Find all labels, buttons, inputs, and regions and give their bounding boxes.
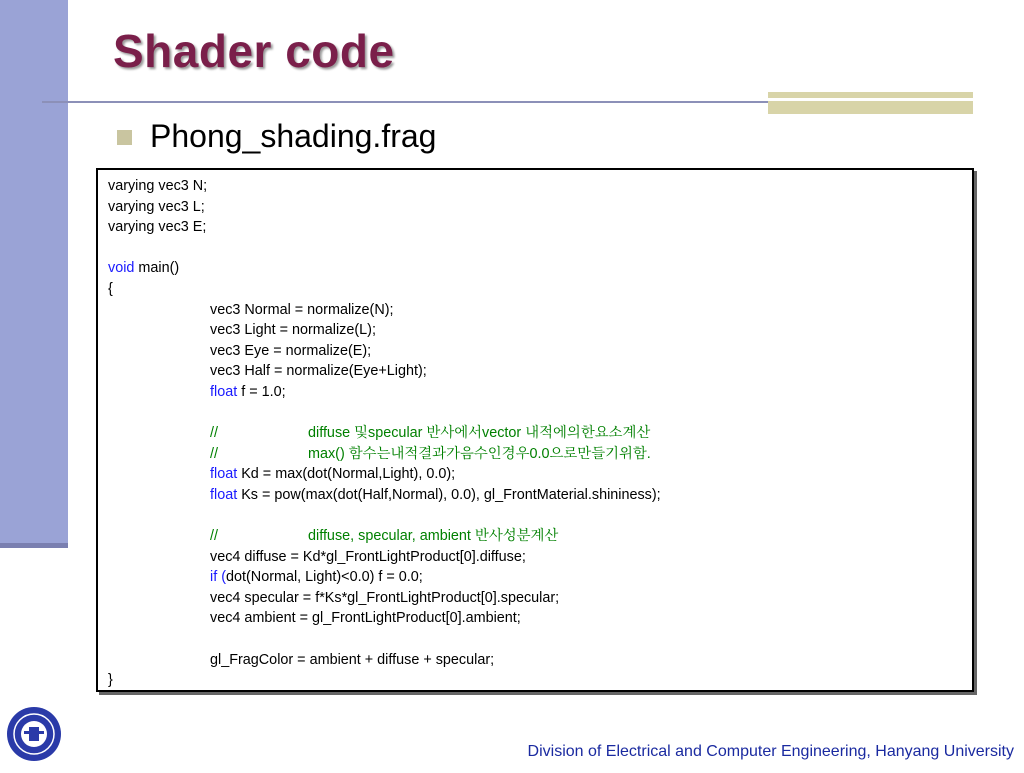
code-text: dot(Normal, Light)<0.0) f = 0.0; — [226, 569, 423, 586]
code-line: { — [108, 280, 113, 297]
comment-slashes: // — [210, 425, 218, 442]
code-line: vec3 Normal = normalize(N); — [210, 301, 394, 318]
code-keyword: float — [210, 486, 238, 503]
code-text: main() — [134, 260, 180, 277]
comment-text: diffuse 및specular 반사에서vector 내적에의한요소계산 — [308, 425, 651, 442]
code-line: varying vec3 N; — [108, 178, 208, 194]
code-line — [108, 567, 962, 588]
code-line: varying vec3 L; — [108, 198, 205, 215]
code-text: f = 1.0; — [237, 383, 286, 400]
code-line: vec3 Eye = normalize(E); — [210, 342, 372, 359]
code-text: Ks = pow(max(dot(Half,Normal), 0.0), gl_FrontMaterial.shininess); — [237, 486, 661, 503]
code-comment-line — [108, 423, 962, 444]
university-seal-icon — [0, 700, 68, 768]
code-line: vec3 Light = normalize(L); — [210, 322, 376, 339]
left-decor-bar — [0, 0, 68, 547]
bullet-text: Phong_shading.frag — [150, 118, 437, 154]
comment-text: diffuse, specular, ambient 반사성분계산 — [308, 528, 559, 545]
left-decor-bar-shadow — [0, 543, 68, 548]
code-line: vec4 diffuse = Kd*gl_FrontLightProduct[0].diffuse; — [210, 548, 526, 565]
code-line: vec4 specular = f*Ks*gl_FrontLightProduct[0].specular; — [210, 589, 560, 606]
code-line-blank — [108, 238, 962, 259]
code-line-blank — [108, 506, 962, 527]
code-keyword: void — [108, 260, 135, 277]
code-keyword: if ( — [210, 569, 226, 586]
slide-title: Shader code — [113, 25, 395, 77]
code-line-blank — [108, 629, 962, 650]
code-line: } — [108, 672, 113, 689]
code-block — [96, 168, 974, 692]
comment-slashes: // — [210, 528, 218, 545]
code-keyword: float — [210, 466, 238, 483]
code-line: vec3 Half = normalize(Eye+Light); — [210, 363, 427, 380]
bullet-square-icon — [117, 130, 132, 145]
code-line: varying vec3 E; — [108, 219, 207, 236]
title-divider-accent — [768, 92, 973, 114]
code-text: Kd = max(dot(Normal,Light), 0.0); — [237, 466, 456, 483]
code-line — [108, 485, 962, 506]
footer-text: Division of Electrical and Computer Engineering, Hanyang University — [527, 743, 1014, 760]
code-line — [108, 258, 962, 279]
code-line-blank — [108, 403, 962, 424]
code-keyword: float — [210, 383, 238, 400]
comment-text: max() 함수는내적결과가음수인경우0.0으로만들기위함. — [308, 445, 651, 462]
code-line — [108, 464, 962, 485]
code-line — [108, 382, 962, 403]
code-comment-line — [108, 444, 962, 465]
code-line: gl_FragColor = ambient + diffuse + specular; — [210, 651, 495, 668]
code-comment-line — [108, 526, 962, 547]
code-line: vec4 ambient = gl_FrontLightProduct[0].ambient; — [210, 610, 521, 627]
comment-slashes: // — [210, 445, 218, 462]
